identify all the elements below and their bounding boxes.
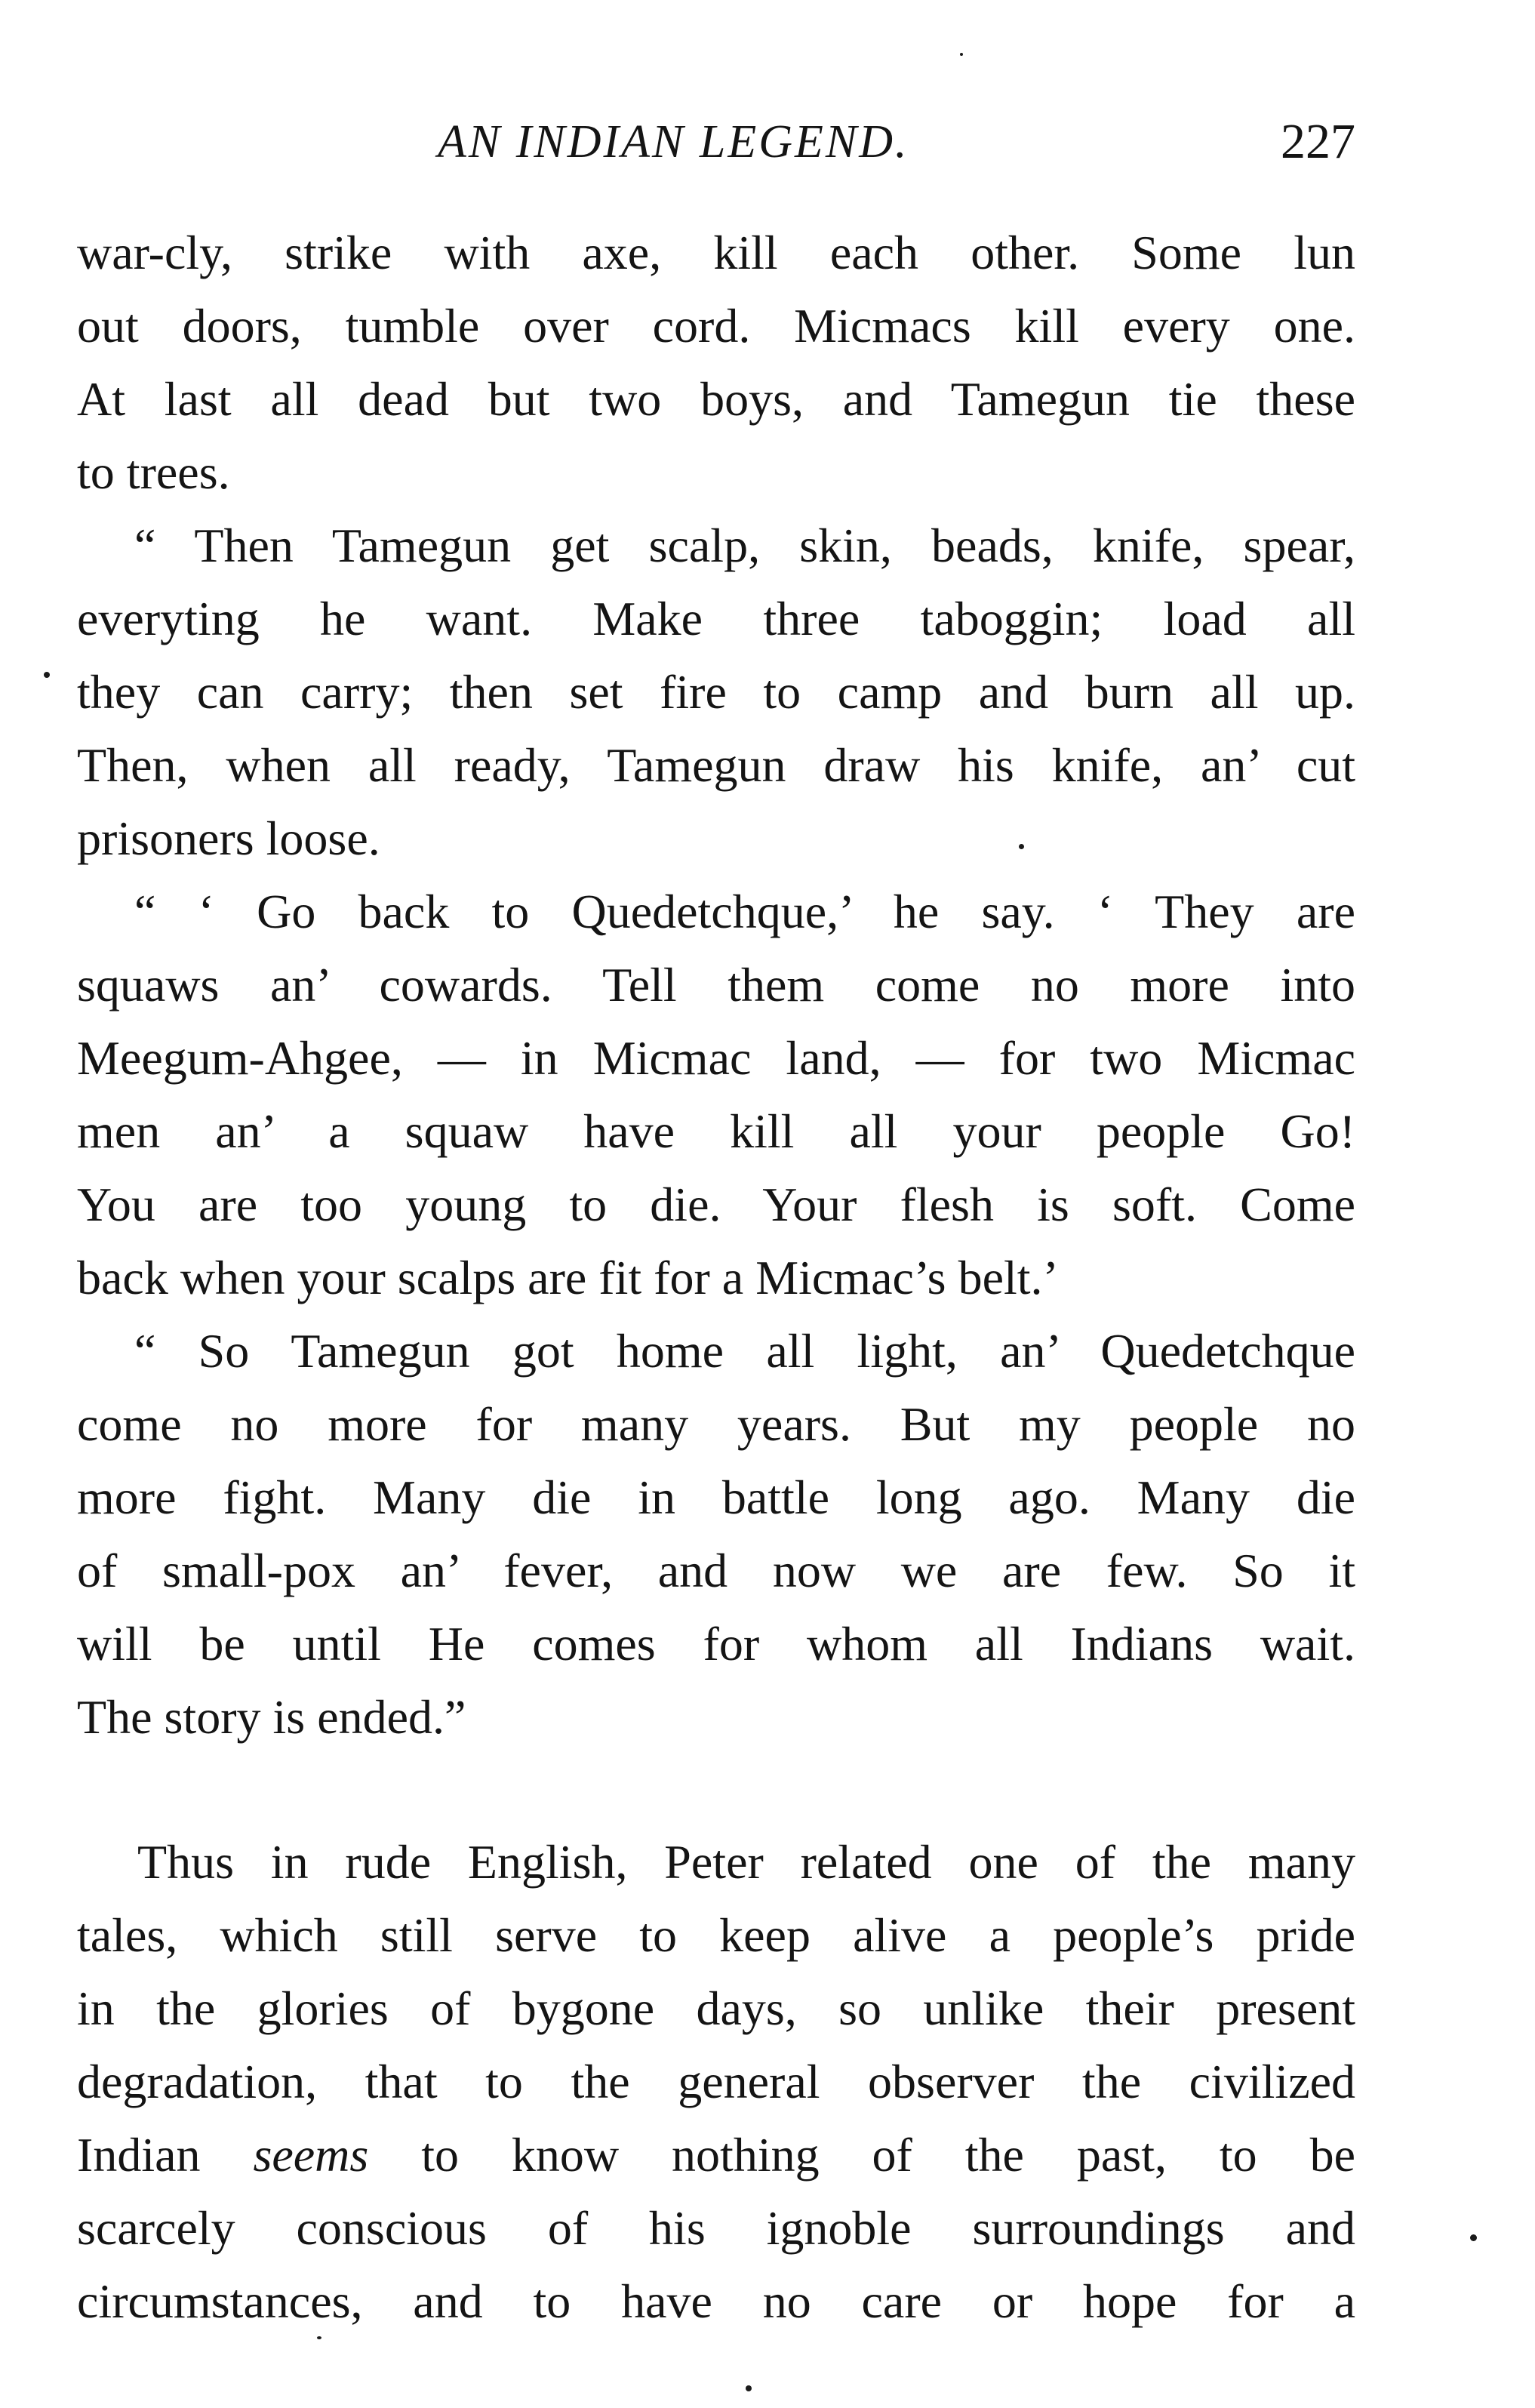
text-line: will be until He comes for whom all Indians wait. [77, 1617, 1355, 1671]
text-line: At last all dead but two boys, and Tamegun tie these [77, 372, 1355, 426]
text-line: come no more for many years. But my people no [77, 1397, 1355, 1451]
print-speck [44, 672, 50, 678]
running-head: AN INDIAN LEGEND. [438, 116, 909, 168]
text-line: more fight. Many die in battle long ago. Many die [77, 1470, 1355, 1524]
text-line: they can carry; then set fire to camp and burn all up. [77, 665, 1355, 719]
paragraph-plunder [77, 509, 1355, 875]
paragraph-story-end [77, 1314, 1355, 1754]
paragraph-narration [77, 1825, 1355, 2338]
text-line: war-cly, strike with axe, kill each other. Some lun [77, 226, 1355, 279]
text-line: Then, when all ready, Tamegun draw his knife, an’ cut [77, 738, 1355, 792]
text-line: everyting he want. Make three taboggin; load all [77, 592, 1355, 645]
text-line: “ ‘ Go back to Quedetchque,’ he say. ‘ They are [134, 885, 1355, 938]
text-line: back when your scalps are fit for a Micmac’s belt.’ [77, 1251, 1059, 1304]
text-line: degradation, that to the general observer the civilized [77, 2055, 1355, 2108]
text-line: Meegum-Ahgee, — in Micmac land, — for two Micmac [77, 1031, 1355, 1085]
story-text [77, 216, 1355, 1754]
text-line: The story is ended.” [77, 1690, 466, 1744]
text-line: men an’ a squaw have kill all your people Go! [77, 1104, 1355, 1158]
page-header [75, 112, 1355, 172]
text-line: prisoners loose. [77, 811, 380, 865]
text-line: tales, which still serve to keep alive a people’s pride [77, 1908, 1355, 1962]
text-line-with-emphasis [77, 2118, 1355, 2191]
text-line: out doors, tumble over cord. Micmacs kill every one. [77, 299, 1355, 353]
emphasized-word: seems [253, 2128, 369, 2182]
print-speck [1019, 844, 1024, 849]
print-speck [960, 53, 963, 56]
text-line: You are too young to die. Your flesh is soft. Come [77, 1178, 1355, 1231]
text-line: scarcely conscious of his ignoble surroundings and [77, 2201, 1355, 2255]
page-number: 227 [1281, 114, 1355, 169]
text-line: “ Then Tamegun get scalp, skin, beads, knife, spear, [134, 519, 1355, 572]
text-segment: to know nothing of the past, to be [368, 2128, 1356, 2182]
text-line: to trees. [77, 445, 230, 499]
text-line: squaws an’ cowards. Tell them come no more into [77, 958, 1355, 1012]
print-speck [1470, 2234, 1477, 2241]
text-line: in the glories of bygone days, so unlike their present [77, 1982, 1355, 2035]
text-line: circumstances, and to have no care or hope for a [77, 2274, 1355, 2328]
paragraph-go-back [77, 875, 1355, 1314]
print-speck [317, 2336, 321, 2339]
text-line: Thus in rude English, Peter related one of the many [137, 1835, 1355, 1889]
text-line: “ So Tamegun got home all light, an’ Quedetchque [134, 1324, 1355, 1378]
paragraph-war-cry [77, 216, 1355, 509]
text-line: of small-pox an’ fever, and now we are few. So it [77, 1544, 1355, 1597]
print-speck [746, 2385, 752, 2391]
text-segment: Indian [77, 2128, 254, 2182]
narration-text [77, 1825, 1355, 2338]
